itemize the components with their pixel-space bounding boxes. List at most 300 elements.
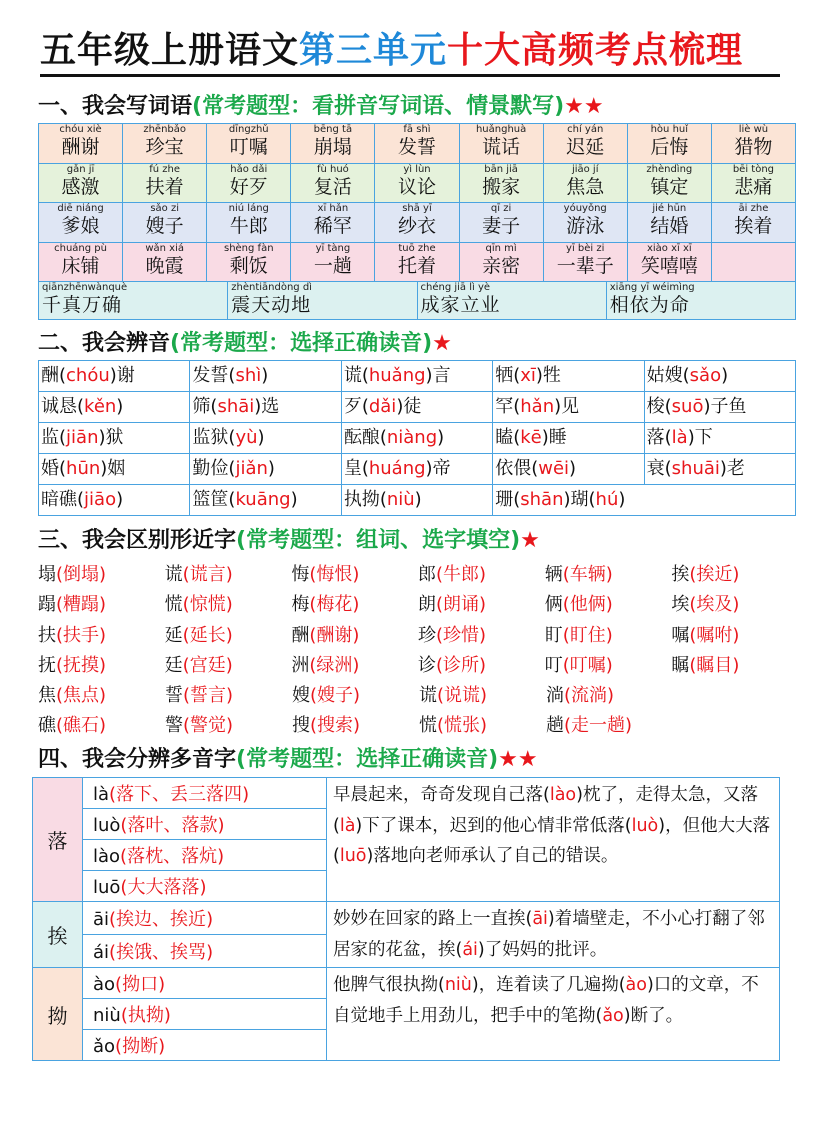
similar-cell [38, 621, 165, 651]
paren: ( [310, 685, 318, 707]
pinyin: chóu xiè [59, 124, 102, 135]
title-part-1: 五年级上册语文 [40, 30, 300, 71]
paren: ) [226, 715, 234, 737]
character: 埃 [671, 594, 690, 616]
compound-word: 埃及 [696, 594, 733, 616]
paren: ) [99, 685, 107, 707]
pinyin: xiāng yī wéimìng [609, 282, 695, 293]
similar-cell [165, 590, 292, 620]
similar-cell [38, 560, 165, 590]
vocab-cell [375, 203, 459, 243]
pinyin-answer: kuāng [235, 489, 291, 510]
compound-word: 酬谢 [316, 624, 353, 646]
word-part: 执拗 [343, 489, 380, 510]
idiom-cell [607, 282, 796, 320]
paren: ( [436, 654, 444, 676]
vocab-cell [39, 124, 123, 164]
pronunciation-cell: 珊(shān)瑚(hú) [493, 485, 796, 516]
word-part: 珊 [495, 489, 514, 510]
vocab-cell [375, 243, 459, 283]
vocab-cell [544, 243, 628, 283]
word-part: 帝 [432, 458, 451, 479]
compound-word: 慌张 [444, 715, 481, 737]
pinyin: liè wù [738, 124, 769, 135]
similar-cell [165, 681, 292, 711]
paren: ) [353, 685, 361, 707]
word-part: 勤俭 [192, 458, 229, 479]
similar-cell [671, 621, 798, 651]
vocab-word: 谎话 [482, 136, 521, 158]
similar-row [38, 711, 798, 741]
pinyin-answer: shì [235, 365, 262, 386]
example-words: 落叶、落款 [127, 815, 218, 836]
section-4-title: 四、我会分辨多音字 [38, 747, 237, 772]
compound-word: 抚摸 [63, 654, 100, 676]
paren: ( [56, 564, 64, 585]
polyphone-char: 拗 [33, 968, 83, 1061]
paren: ) [479, 594, 487, 616]
pinyin-answer: āi [532, 909, 548, 929]
paren: ( [56, 594, 64, 616]
pinyin-answer: luò [631, 815, 659, 836]
example-words: 拗断 [122, 1036, 159, 1057]
character: 慌 [419, 715, 437, 737]
vocab-cell [39, 203, 123, 243]
paren: ) [99, 624, 107, 646]
word-part: 监狱 [192, 427, 229, 448]
vocab-cell [628, 203, 712, 243]
paren: ) [225, 654, 233, 676]
example-words: 执拗 [127, 1005, 164, 1026]
pronunciation-cell: 依偎(wēi) [493, 454, 644, 485]
word-part: 婚 [41, 458, 59, 479]
pinyin-answer: niàng [386, 427, 438, 448]
pinyin-answer: jiāo [84, 489, 117, 510]
compound-word: 警觉 [190, 715, 227, 737]
character: 搜 [292, 715, 310, 737]
pinyin: huǎnghuà [475, 124, 527, 135]
similar-row [38, 681, 798, 711]
vocab-word: 猎物 [734, 136, 773, 158]
vocab-row [39, 164, 796, 204]
pinyin-answer: yù [235, 427, 258, 448]
vocab-word: 悲痛 [734, 175, 773, 198]
character: 酬 [291, 624, 310, 646]
pinyin-answer: xī [520, 365, 536, 386]
paren: ( [56, 624, 64, 646]
word-part: 歹 [343, 396, 362, 417]
compound-word: 嫂子 [317, 685, 354, 707]
similar-cell [165, 621, 292, 651]
section-2-question-type: (常考题型：选择正确读音) [170, 331, 433, 356]
pinyin: xiào xī xī [646, 242, 692, 254]
idiom-cell [39, 282, 228, 320]
vocab-word: 爹娘 [61, 215, 100, 237]
pronunciation-entry: ǎo(拗断) [83, 1030, 327, 1061]
paren: ) [352, 654, 360, 676]
pronunciation-entry: là(落下、丢三落四) [83, 778, 327, 809]
word-part: 篮筐 [192, 489, 229, 510]
vocab-cell [712, 164, 796, 204]
paren: ( [564, 715, 572, 737]
idiom-row [39, 282, 796, 320]
vocab-word: 焦急 [566, 175, 605, 198]
paren: ( [562, 594, 570, 616]
character: 瞩 [671, 654, 690, 676]
similar-cell [545, 560, 672, 590]
word-part: 牺 [495, 365, 514, 386]
word-part: 睡 [548, 427, 567, 448]
pronunciation-entry: luò(落叶、落款) [83, 809, 327, 840]
character: 朗 [418, 594, 437, 616]
character: 珍 [418, 624, 437, 646]
paren: ( [182, 594, 190, 616]
pronunciation-cell: 筛(shāi)选 [190, 392, 341, 423]
paren: ) [732, 624, 740, 646]
character: 悔 [291, 564, 310, 585]
pinyin: zhēnbǎo [143, 124, 186, 135]
vocab-word: 纱衣 [397, 215, 436, 237]
similar-cell [38, 590, 165, 620]
pinyin: luō [93, 877, 121, 898]
paren: ( [689, 564, 697, 585]
polyphone-row [33, 968, 780, 999]
vocab-word: 感激 [61, 175, 100, 198]
compound-word: 扶手 [63, 624, 100, 646]
pinyin-answer: niù [444, 975, 472, 995]
compound-word: 悔恨 [316, 564, 353, 585]
pinyin-answer: jiǎn [235, 458, 268, 479]
pinyin: shèng fàn [223, 242, 274, 254]
idiom-cell [228, 282, 417, 320]
pinyin: jiāo jí [571, 163, 599, 175]
vocab-word: 剩饭 [229, 254, 268, 277]
pronunciation-entry: niù(执拗) [83, 999, 327, 1030]
section-2-stars: ★ [432, 331, 452, 356]
paren: ) [625, 715, 633, 737]
page-title [40, 22, 743, 73]
vocab-cell [460, 243, 544, 283]
pinyin: zhèntiāndòng dì [231, 282, 312, 293]
pronunciation-row [39, 361, 796, 392]
word-part: 见 [561, 396, 580, 417]
vocab-word: 挨着 [734, 215, 773, 237]
example-words: 挨边、挨近 [116, 909, 207, 930]
pronunciation-cell: 婚(hūn)姻 [39, 454, 190, 485]
pronunciation-cell: 酝酿(niàng) [342, 423, 493, 454]
vocab-cell [375, 164, 459, 204]
pinyin: yì lùn [403, 163, 431, 175]
compound-word: 流淌 [571, 685, 608, 707]
vocab-cell [39, 164, 123, 204]
paren: ( [562, 624, 570, 646]
word-part: 子鱼 [710, 396, 747, 417]
paren: ) [479, 654, 487, 676]
compound-word: 誓言 [190, 685, 227, 707]
section-1-question-type: (常考题型：看拼音写词语、情景默写) [192, 94, 565, 119]
pinyin-answer: dǎi [368, 396, 397, 417]
word-part: 言 [432, 365, 451, 386]
similar-cell [545, 621, 672, 651]
pronunciation-row [39, 392, 796, 423]
word-part: 姻 [107, 458, 126, 479]
similar-row [38, 651, 798, 681]
paren: ( [436, 624, 444, 646]
compound-word: 走一趟 [571, 715, 626, 737]
vocab-word: 一辈子 [556, 254, 614, 277]
vocab-cell [544, 203, 628, 243]
pinyin-answer: sǎo [689, 365, 722, 386]
similar-cell [419, 681, 546, 711]
vocab-word: 晚霞 [145, 254, 184, 277]
paren: ( [56, 685, 64, 707]
vocab-cell [712, 203, 796, 243]
compound-word: 嘱咐 [696, 624, 733, 646]
pronunciation-entry: lào(落枕、落炕) [83, 840, 327, 871]
polyphone-row [33, 778, 780, 809]
pinyin: fú zhe [149, 163, 181, 175]
paren: ( [436, 564, 444, 585]
compound-word: 说谎 [444, 685, 481, 707]
paren: ) [480, 685, 488, 707]
sentence-text: )枕了，走得太急，又落( [333, 785, 758, 836]
word-part: 发誓 [192, 365, 229, 386]
vocab-word: 游泳 [566, 215, 605, 237]
paren: ) [352, 594, 360, 616]
paren: ( [182, 624, 190, 646]
sentence-text: )落地向老师承认了自己的错误。 [366, 846, 619, 866]
paren: ( [436, 594, 444, 616]
paren: ) [732, 594, 740, 616]
polyphone-row [33, 902, 780, 935]
vocab-word: 扶着 [145, 175, 184, 198]
title-underline [40, 74, 780, 77]
vocab-word: 叮嘱 [229, 136, 268, 158]
compound-word: 他俩 [569, 594, 606, 616]
vocab-word: 珍宝 [145, 136, 184, 158]
pinyin: ái [93, 942, 110, 963]
pinyin-answer: chóu [66, 365, 110, 386]
vocab-cell [291, 243, 375, 283]
pinyin: ǎo [93, 1036, 116, 1057]
pinyin: yī bèi zi [566, 242, 605, 254]
paren: ) [732, 564, 740, 585]
similar-cell [546, 681, 673, 711]
paren: ( [183, 715, 191, 737]
pronunciation-row [39, 485, 796, 516]
pinyin-answer: ái [462, 939, 478, 960]
vocab-word: 托着 [397, 254, 436, 277]
pinyin-answer: jiān [66, 427, 99, 448]
character: 诊 [418, 654, 437, 676]
similar-cell [291, 651, 418, 681]
section-2-heading [38, 326, 452, 357]
paren: ) [225, 564, 233, 585]
pinyin: chuáng pù [54, 242, 107, 254]
character: 俩 [544, 594, 563, 616]
word-part: 徒 [403, 396, 422, 417]
example-words: 大大落落 [127, 877, 200, 898]
compound-word: 梅花 [316, 594, 353, 616]
pronunciation-cell: 姑嫂(sǎo) [645, 361, 796, 392]
paren: ( [689, 594, 697, 616]
word-part: 酝酿 [343, 427, 380, 448]
character: 慌 [164, 594, 183, 616]
paren: ( [309, 624, 317, 646]
similar-cell [546, 711, 673, 741]
similar-cell [38, 681, 165, 711]
polyphonic-table [32, 777, 780, 1061]
pinyin-answer: ǎo [602, 1005, 624, 1026]
vocab-cell [291, 124, 375, 164]
pronunciation-cell: 诚恳(kěn) [39, 392, 190, 423]
section-3-question-type: (常考题型：组词、选字填空) [236, 528, 521, 553]
character: 淌 [546, 685, 564, 707]
vocab-word: 好歹 [229, 175, 268, 198]
title-part-3: 十大高频考点梳理 [447, 30, 744, 71]
paren: ) [605, 654, 613, 676]
compound-word: 谎言 [189, 564, 226, 585]
sentence-text: 早晨起来，奇奇发现自己落( [333, 785, 550, 805]
pinyin-answer: là [339, 815, 356, 836]
section-4-stars: ★★ [498, 747, 538, 772]
vocab-cell [207, 203, 291, 243]
pronunciation-cell: 暗礁(jiāo) [39, 485, 190, 516]
word-part: 筛 [192, 396, 211, 417]
vocab-cell [375, 124, 459, 164]
vocab-word: 发誓 [397, 136, 436, 158]
word-part: 酬 [41, 365, 59, 386]
pinyin: bēng tā [313, 124, 353, 135]
pinyin-answer: kěn [84, 396, 117, 417]
pronunciation-cell: 勤俭(jiǎn) [190, 454, 341, 485]
word-part: 皇 [343, 458, 362, 479]
pronunciation-entry: ào(拗口) [83, 968, 327, 999]
pinyin: jié hūn [652, 203, 687, 214]
vocab-word: 议论 [397, 175, 436, 198]
similar-row [38, 621, 798, 651]
paren: ) [225, 594, 233, 616]
pinyin: là [93, 784, 110, 805]
paren: ) [99, 594, 107, 616]
pinyin-answer: suō [671, 396, 704, 417]
pinyin: hòu huǐ [650, 124, 689, 135]
compound-word: 牛郎 [443, 564, 480, 585]
vocab-cell [712, 243, 796, 283]
pronunciation-row [39, 454, 796, 485]
section-3-title: 三、我会区别形近字 [38, 528, 237, 553]
polyphone-char: 挨 [33, 902, 83, 968]
paren: ( [689, 624, 697, 646]
similar-cell [292, 711, 419, 741]
compound-word: 珍惜 [443, 624, 480, 646]
pronunciation-entry: luō(大大落落) [83, 871, 327, 902]
compound-word: 焦点 [63, 685, 100, 707]
similar-cell [165, 711, 292, 741]
compound-word: 糟蹋 [63, 594, 100, 616]
pinyin: fā shì [403, 124, 431, 135]
sentence-text: )断了。 [623, 1005, 684, 1026]
character: 谎 [164, 564, 183, 585]
character: 郎 [418, 564, 437, 585]
compound-word: 延长 [189, 624, 226, 646]
vocab-word: 迟延 [566, 136, 605, 158]
compound-word: 朗诵 [443, 594, 480, 616]
pinyin: bēi tòng [732, 163, 775, 175]
word-part: 老 [726, 458, 745, 479]
character: 趟 [546, 715, 564, 737]
word-part: 衰 [646, 458, 665, 479]
paren: ( [309, 594, 317, 616]
paren: ( [562, 564, 570, 585]
pinyin-answer: hūn [66, 458, 101, 479]
compound-word: 搜索 [317, 715, 354, 737]
word-part: 狱 [105, 427, 124, 448]
pinyin: āi zhe [738, 203, 769, 214]
vocab-cell [39, 243, 123, 283]
paren: ) [99, 715, 107, 737]
section-1-heading [38, 89, 604, 120]
pronunciation-row [39, 423, 796, 454]
similar-cell [671, 590, 798, 620]
word-part: 瞌 [495, 427, 514, 448]
pinyin-answer: niù [386, 489, 415, 510]
similar-cell [671, 560, 798, 590]
paren: ) [605, 594, 613, 616]
vocab-word: 牛郎 [229, 215, 268, 237]
pronunciation-cell: 瞌(kē)睡 [493, 423, 644, 454]
word-part: 监 [41, 427, 59, 448]
character: 嫂 [292, 685, 310, 707]
word-part: 暗礁 [41, 489, 77, 510]
pronunciation-cell: 歹(dǎi)徒 [342, 392, 493, 423]
paren: ) [353, 715, 361, 737]
compound-word: 礁石 [63, 715, 100, 737]
pinyin-answer: huǎng [368, 365, 426, 386]
compound-word: 车辆 [569, 564, 606, 585]
pinyin: zhèndìng [646, 163, 693, 175]
paren: ) [479, 624, 487, 646]
vocab-cell [460, 124, 544, 164]
vocab-word: 崩塌 [313, 136, 352, 158]
similar-cell [291, 621, 418, 651]
character: 焦 [38, 685, 56, 707]
vocab-cell [460, 203, 544, 243]
word-part: 梭 [646, 396, 665, 417]
section-4-question-type: (常考题型：选择正确读音) [236, 747, 499, 772]
paren: ( [309, 564, 317, 585]
word-part: 谎 [343, 365, 362, 386]
vocab-word: 床铺 [61, 254, 100, 277]
pinyin-answer: hǎn [520, 396, 555, 417]
character: 扶 [38, 624, 56, 646]
vocab-cell [628, 243, 712, 283]
paren: ) [225, 624, 233, 646]
vocab-word: 嫂子 [145, 215, 184, 237]
character: 廷 [164, 654, 183, 676]
similar-cell [545, 651, 672, 681]
paren: ( [56, 715, 64, 737]
idiom-word: 相依为命 [609, 294, 690, 316]
example-sentence [327, 902, 780, 968]
character: 叮 [544, 654, 563, 676]
vocab-row [39, 124, 796, 164]
pinyin: bān jiā [484, 163, 518, 175]
paren: ( [689, 654, 697, 676]
pinyin-answer: hú [595, 489, 619, 510]
paren: ) [226, 685, 234, 707]
pinyin: qī zi [490, 203, 512, 214]
